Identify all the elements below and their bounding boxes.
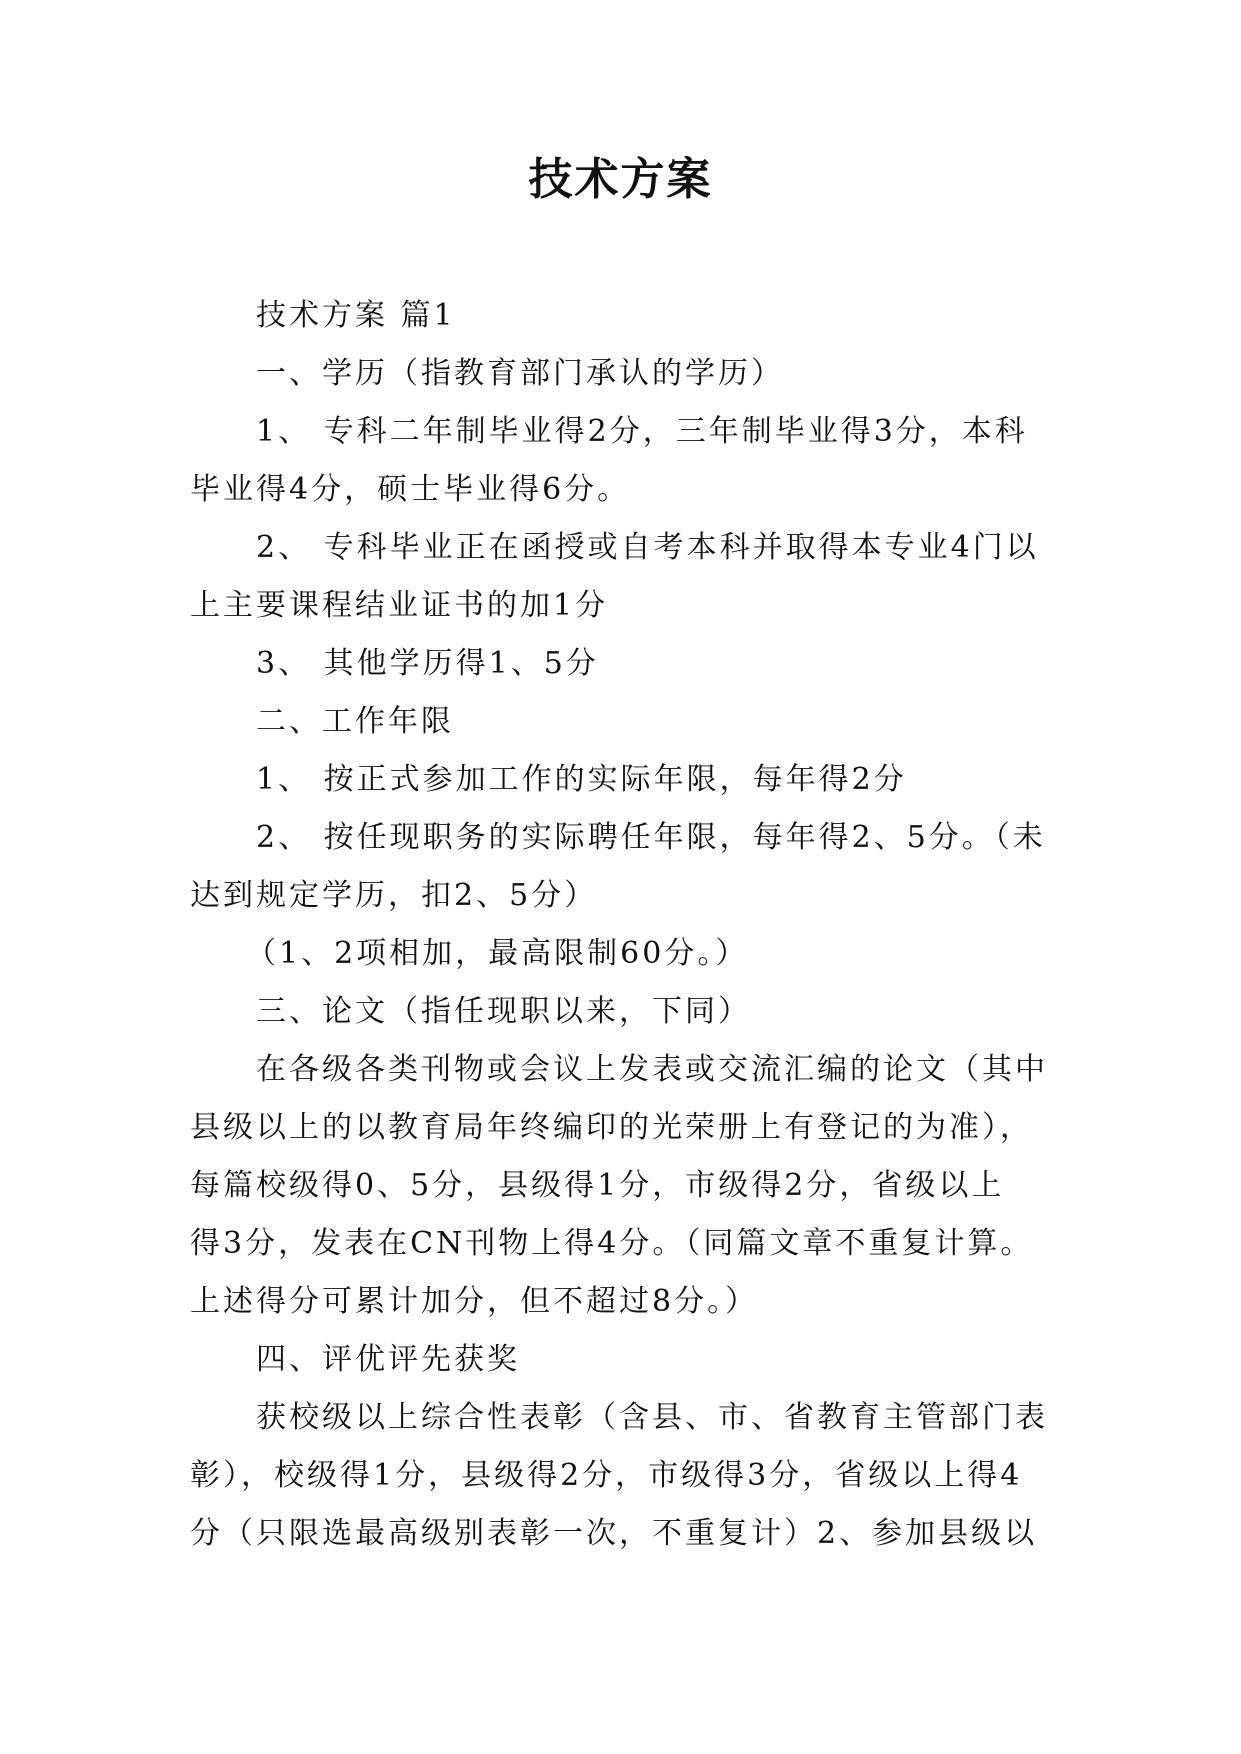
paragraph-line: 2、 专科毕业正在函授或自考本科并取得本专业4门以 [256, 530, 1039, 565]
paragraph-line: 达到规定学历，扣2、5分） [190, 878, 598, 913]
paragraph-line: 毕业得4分，硕士毕业得6分。 [190, 472, 631, 507]
section-heading: 二、工作年限 [256, 704, 454, 739]
paragraph-line: 2、 按任现职务的实际聘任年限，每年得2、5分。（未 [256, 820, 1046, 855]
paragraph-line: 1、 按正式参加工作的实际年限，每年得2分 [256, 762, 907, 797]
paragraph-line: 3、 其他学历得1、5分 [256, 646, 599, 681]
section-heading: 一、学历（指教育部门承认的学历） [256, 356, 784, 391]
paragraph-line: 彰），校级得1分，县级得2分，市级得3分，省级以上得4 [190, 1458, 1023, 1493]
paragraph-line: 上述得分可累计加分，但不超过8分。） [190, 1284, 759, 1319]
section-heading: 技术方案 篇1 [256, 298, 456, 333]
paragraph-line: 每篇校级得0、5分，县级得1分，市级得2分，省级以上 [190, 1168, 1005, 1203]
paragraph-line: 上主要课程结业证书的加1分 [190, 588, 609, 623]
paragraph-line: 得3分，发表在CN刊物上得4分。（同篇文章不重复计算。 [190, 1226, 1034, 1261]
document-body [190, 287, 1050, 1563]
paragraph-line: 在各级各类刊物或会议上发表或交流汇编的论文（其中 [256, 1052, 1048, 1087]
paragraph-line: 获校级以上综合性表彰（含县、市、省教育主管部门表 [256, 1400, 1048, 1435]
paragraph-line: （1、2项相加，最高限制60分。） [246, 936, 749, 971]
paragraph-line: 县级以上的以教育局年终编印的光荣册上有登记的为准）， [190, 1110, 1033, 1145]
section-heading: 四、评优评先获奖 [256, 1342, 520, 1377]
paragraph-line: 1、 专科二年制毕业得2分，三年制毕业得3分，本科 [256, 414, 1028, 449]
document-title: 技术方案 [528, 154, 713, 205]
paragraph-line: 分（只限选最高级别表彰一次，不重复计）2、参加县级以 [190, 1516, 1038, 1551]
section-heading: 三、论文（指任现职以来，下同） [256, 994, 751, 1029]
